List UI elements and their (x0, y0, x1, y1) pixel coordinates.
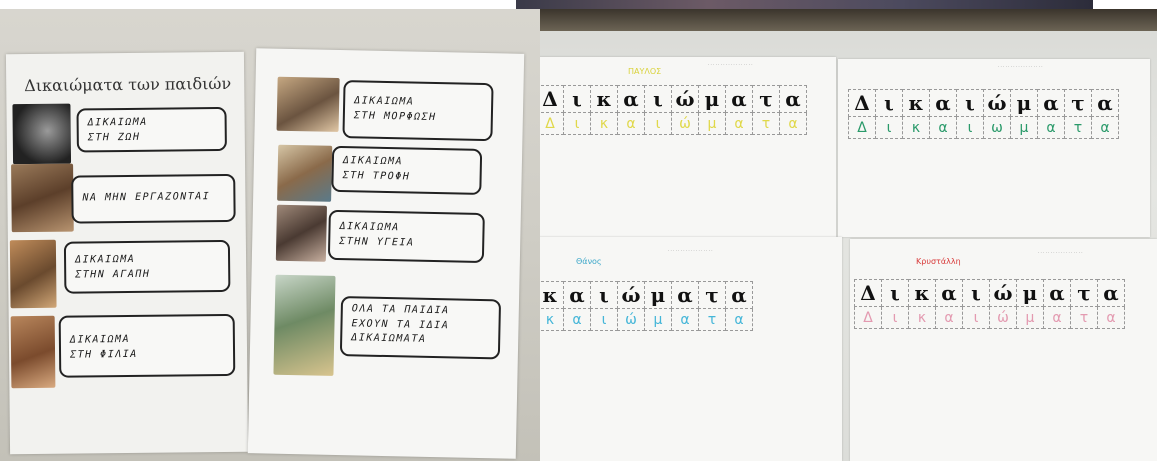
printed-letter: κ (908, 279, 936, 307)
printed-letter: μ (644, 281, 672, 309)
worksheet-note: · · · · · · · · · · · · · · · · · · (1038, 250, 1083, 255)
poster-sheet-1 (6, 52, 248, 454)
table-edge-band (540, 9, 1157, 31)
handwritten-letter: α (725, 309, 753, 331)
handwritten-letter: μ (1010, 117, 1038, 139)
photo-thumb-health (276, 205, 327, 262)
printed-letter: ώ (617, 281, 645, 309)
right-card-4: ΔΙΚΑΙΩΜΑ ΣΤΗ ΦΙΛΙΑ (59, 314, 236, 378)
written-letters-row (540, 113, 806, 135)
printed-letter: ι (563, 85, 591, 113)
handwritten-letter: κ (540, 309, 564, 331)
printed-letter: Δ (848, 89, 876, 117)
handwritten-letter: α (1043, 307, 1071, 329)
handwritten-letter: τ (698, 309, 726, 331)
printed-letter: α (1091, 89, 1119, 117)
worksheet-4 (850, 239, 1157, 461)
printed-letter: α (671, 281, 699, 309)
printed-letter: α (563, 281, 591, 309)
worksheet-3 (540, 237, 842, 461)
printed-letter: ι (644, 85, 672, 113)
handwritten-letter: Δ (540, 113, 564, 135)
printed-letter: ι (590, 281, 618, 309)
handwritten-letter: ώ (989, 307, 1017, 329)
handwritten-letter: α (671, 309, 699, 331)
handwritten-letter: ώ (617, 309, 645, 331)
handwritten-letter: μ (1016, 307, 1044, 329)
printed-letter: ι (881, 279, 909, 307)
handwritten-letter: τ (1064, 117, 1092, 139)
right-card-7: ΔΙΚΑΙΩΜΑ ΣΤΗΝ ΥΓΕΙΑ (328, 210, 485, 263)
handwritten-letter: ώ (671, 113, 699, 135)
printed-letter: α (1097, 279, 1125, 307)
handwritten-letter: ι (875, 117, 903, 139)
printed-letter: ώ (671, 85, 699, 113)
right-card-3: ΔΙΚΑΙΩΜΑ ΣΤΗΝ ΑΓΑΠΗ (64, 240, 231, 294)
handwritten-letter: α (617, 113, 645, 135)
worksheet-1 (540, 57, 836, 237)
handwritten-letter: ω (983, 117, 1011, 139)
printed-letter: α (929, 89, 957, 117)
handwritten-letter: α (1037, 117, 1065, 139)
printed-letter: α (1037, 89, 1065, 117)
worksheet-note: · · · · · · · · · · · · · · · · · · (668, 248, 713, 253)
handwritten-letter: τ (1070, 307, 1098, 329)
worksheet-2 (838, 59, 1150, 237)
worksheet-note: · · · · · · · · · · · · · · · · · · (708, 62, 753, 67)
handwritten-letter: α (1091, 117, 1119, 139)
photo-thumb-disabled-child (273, 275, 335, 376)
handwritten-letter: ι (956, 117, 984, 139)
handwritten-letter: α (725, 113, 753, 135)
printed-letter: τ (698, 281, 726, 309)
printed-letter: α (935, 279, 963, 307)
printed-letter: ι (956, 89, 984, 117)
photo-thumb-school (277, 77, 340, 132)
handwritten-letter: μ (644, 309, 672, 331)
printed-letter: α (725, 85, 753, 113)
printed-letter: κ (902, 89, 930, 117)
handwritten-letter: ι (644, 113, 672, 135)
handwritten-letter: α (779, 113, 807, 135)
handwritten-letter: κ (590, 113, 618, 135)
right-card-6: ΔΙΚΑΙΩΜΑ ΣΤΗ ΤΡΟΦΗ (331, 146, 482, 195)
printed-letter: Δ (854, 279, 882, 307)
handwritten-letter: ι (962, 307, 990, 329)
printed-letter: μ (1010, 89, 1038, 117)
handwritten-letter: Δ (854, 307, 882, 329)
handwritten-letter: τ (752, 113, 780, 135)
handwritten-letter: Δ (848, 117, 876, 139)
printed-letter: Δ (540, 85, 564, 113)
photo-thumb-friends (11, 316, 56, 388)
printed-letter: α (1043, 279, 1071, 307)
printed-letter: ώ (983, 89, 1011, 117)
printed-letter: τ (752, 85, 780, 113)
printed-letters-row (848, 89, 1118, 117)
handwritten-letter: α (563, 309, 591, 331)
written-letters-row (540, 309, 752, 331)
printed-letter: κ (590, 85, 618, 113)
right-card-5: ΔΙΚΑΙΩΜΑ ΣΤΗ ΜΟΡΦΩΣΗ (342, 80, 493, 141)
poster-title: Δικαιώματα των παιδιών (24, 73, 232, 96)
handwritten-letter: μ (698, 113, 726, 135)
printed-letters-row (540, 85, 806, 113)
printed-letters-row (540, 281, 752, 309)
top-photo-strip (516, 0, 1093, 9)
right-card-1: ΔΙΚΑΙΩΜΑ ΣΤΗ ΖΩΗ (76, 107, 226, 153)
photo-thumb-food (277, 145, 332, 202)
right-card-2: ΝΑ ΜΗΝ ΕΡΓΑΖΟΝΤΑΙ (71, 174, 235, 224)
handwritten-letter: α (1097, 307, 1125, 329)
printed-letter: α (617, 85, 645, 113)
photo-thumb-family (10, 240, 57, 308)
printed-letter: ι (875, 89, 903, 117)
printed-letter: τ (1064, 89, 1092, 117)
photo-thumb-working-kids (11, 164, 74, 233)
worksheet-student-name: Θάνος (576, 257, 602, 266)
worksheet-student-name: ΠΑΥΛΟΣ (628, 67, 662, 76)
handwritten-letter: κ (902, 117, 930, 139)
worksheet-student-name: Κρυστάλλη (916, 257, 961, 266)
right-card-8: ΟΛΑ ΤΑ ΠΑΙΔΙΑ ΕΧΟΥΝ ΤΑ ΙΔΙΑ ΔΙΚΑΙΩΜΑΤΑ (340, 296, 501, 359)
handwritten-letter: α (929, 117, 957, 139)
written-letters-row (848, 117, 1118, 139)
poster-sheet-2 (248, 48, 524, 459)
right-photo-worksheets (540, 9, 1157, 461)
handwritten-letter: ι (563, 113, 591, 135)
handwritten-letter: α (935, 307, 963, 329)
photo-thumb-pregnant (12, 104, 71, 165)
printed-letters-row (854, 279, 1124, 307)
printed-letter: τ (1070, 279, 1098, 307)
left-photo-posters (0, 9, 540, 461)
printed-letter: ώ (989, 279, 1017, 307)
printed-letter: α (725, 281, 753, 309)
printed-letter: μ (698, 85, 726, 113)
printed-letter: α (779, 85, 807, 113)
printed-letter: ι (962, 279, 990, 307)
worksheet-note: · · · · · · · · · · · · · · · · · · (998, 64, 1043, 69)
handwritten-letter: ι (881, 307, 909, 329)
printed-letter: κ (540, 281, 564, 309)
printed-letter: μ (1016, 279, 1044, 307)
handwritten-letter: ι (590, 309, 618, 331)
written-letters-row (854, 307, 1124, 329)
handwritten-letter: κ (908, 307, 936, 329)
